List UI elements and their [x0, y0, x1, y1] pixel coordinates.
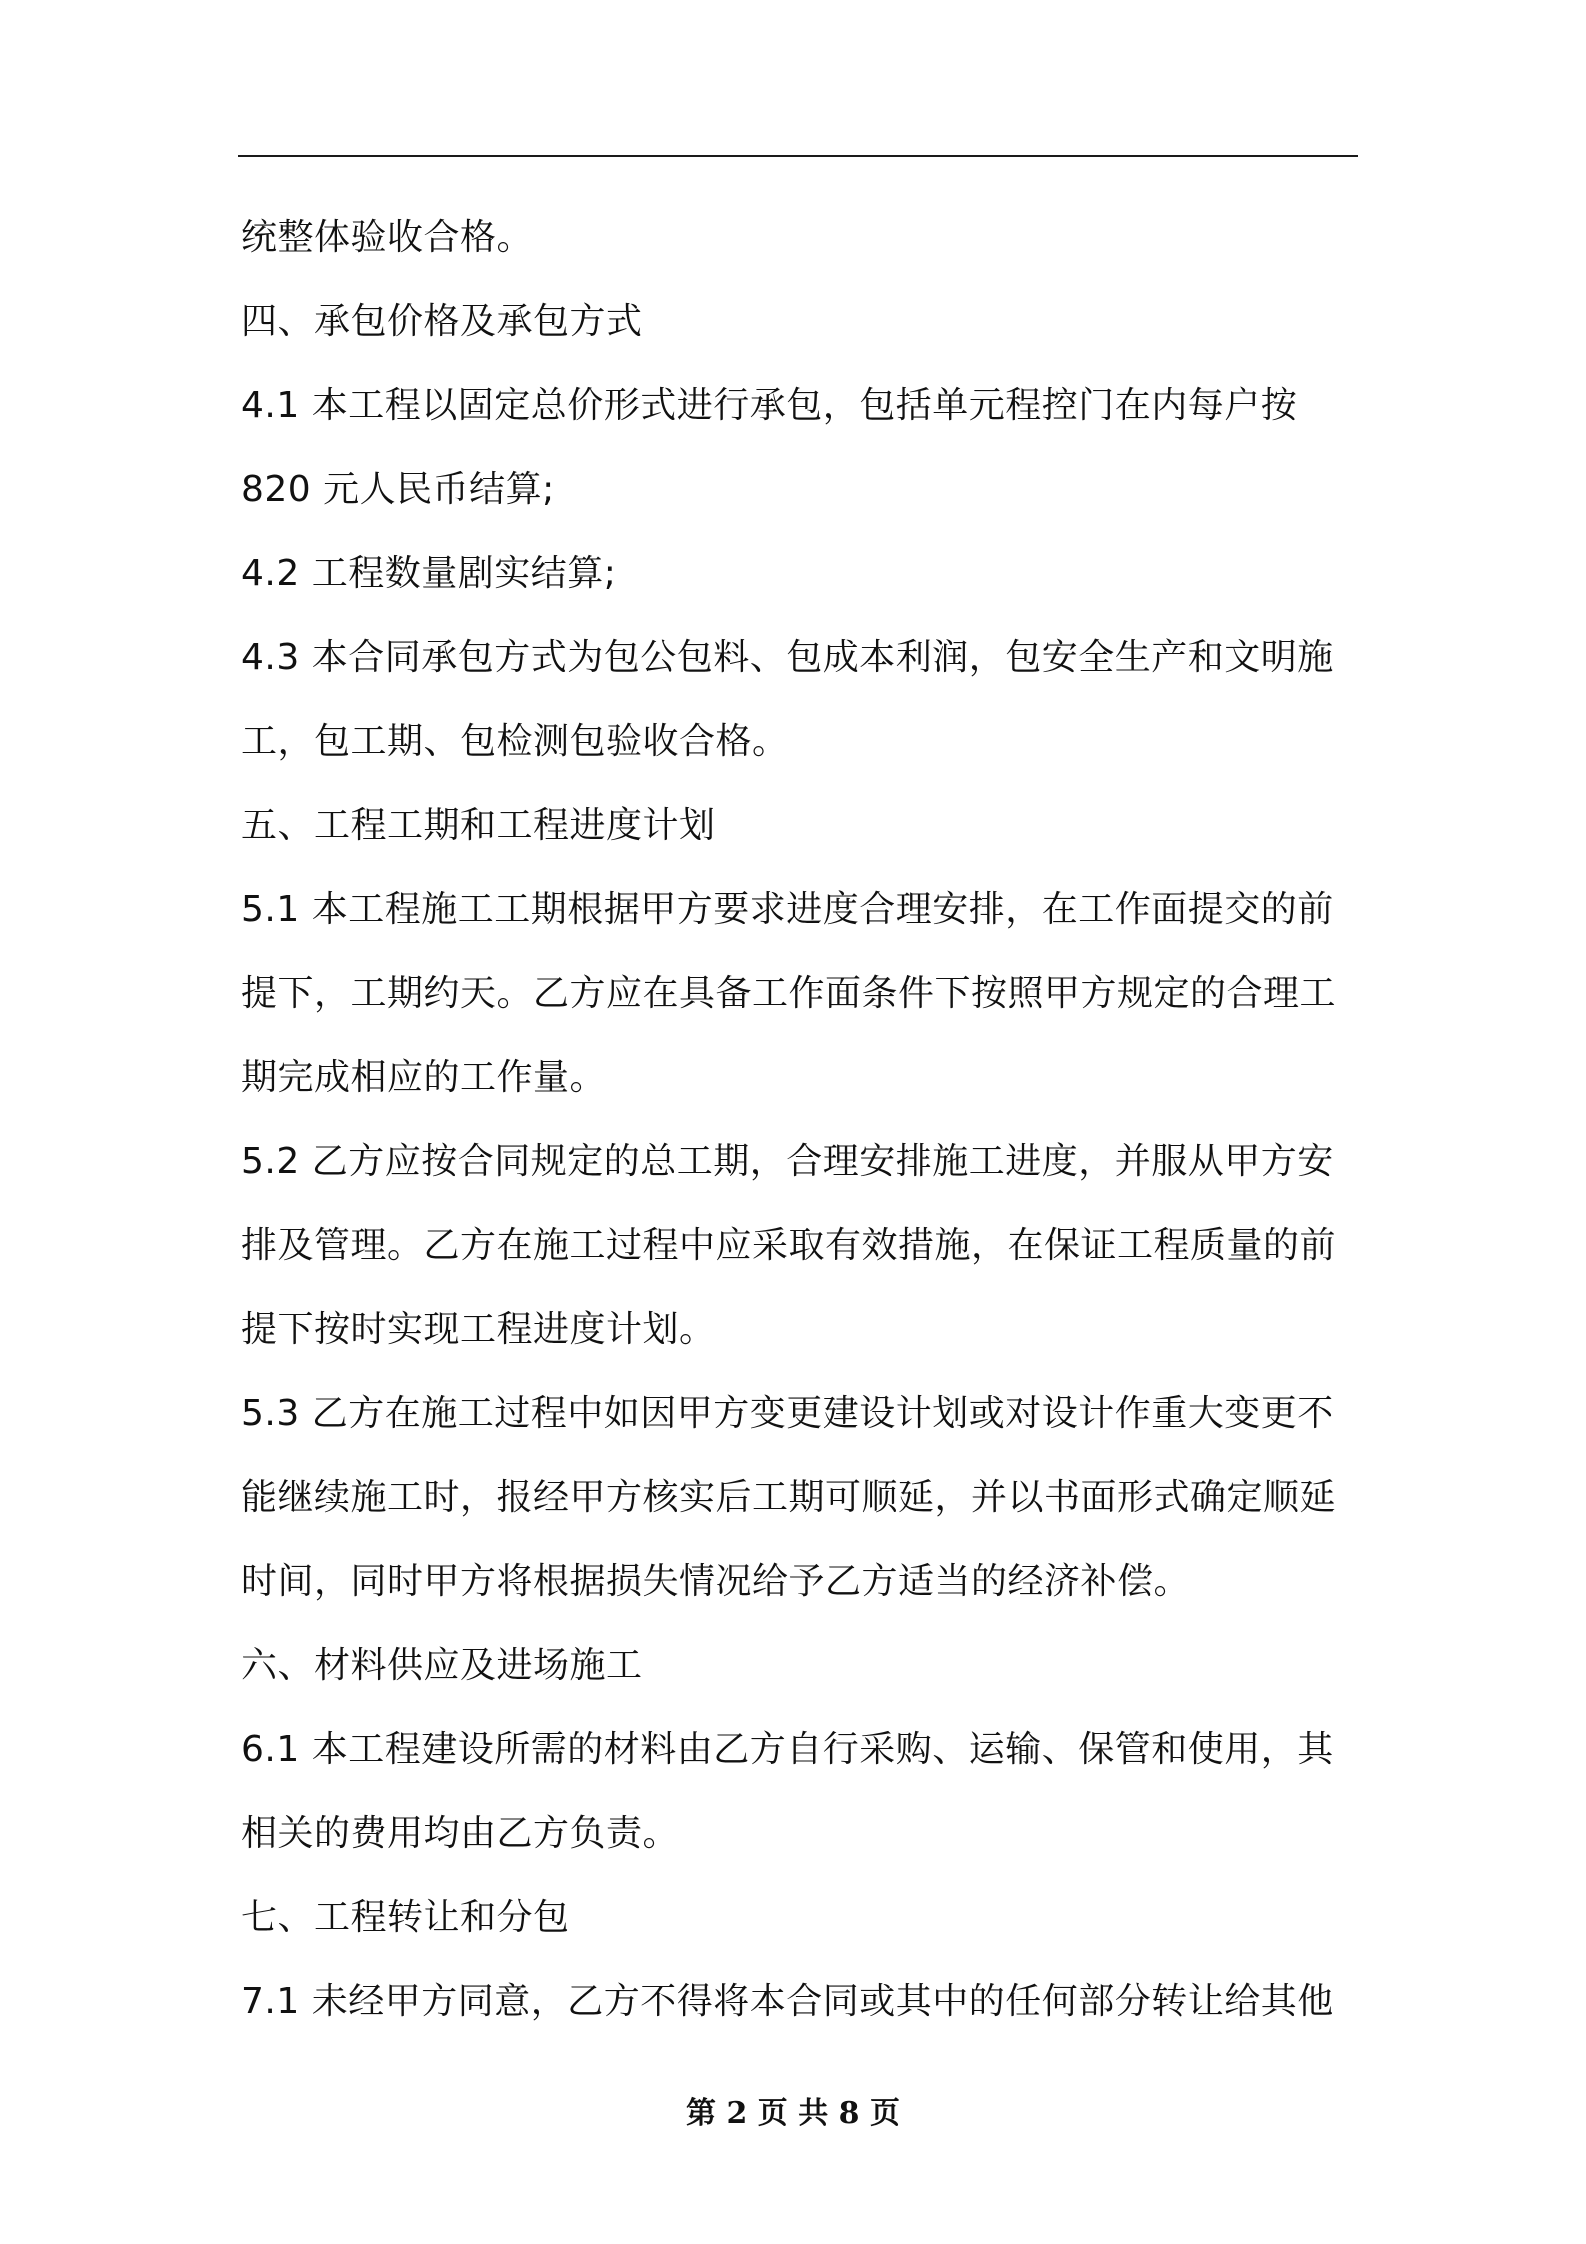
section-heading-5: 五、工程工期和工程进度计划 — [241, 805, 716, 846]
paragraph-line: 7.1 未经甲方同意，乙方不得将本合同或其中的任何部分转让给其他 — [241, 1981, 1334, 2022]
header-rule — [238, 155, 1358, 157]
paragraph-line: 5.2 乙方应按合同规定的总工期，合理安排施工进度，并服从甲方安 — [241, 1141, 1334, 1182]
paragraph-line: 相关的费用均由乙方负责。 — [241, 1813, 680, 1854]
paragraph-line: 期完成相应的工作量。 — [241, 1057, 607, 1098]
section-heading-7: 七、工程转让和分包 — [241, 1897, 570, 1938]
paragraph-line: 时间，同时甲方将根据损失情况给予乙方适当的经济补偿。 — [241, 1561, 1191, 1602]
paragraph-line: 4.1 本工程以固定总价形式进行承包，包括单元程控门在内每户按 — [241, 385, 1298, 426]
paragraph-line: 5.1 本工程施工工期根据甲方要求进度合理安排，在工作面提交的前 — [241, 889, 1334, 930]
paragraph-line: 能继续施工时，报经甲方核实后工期可顺延，并以书面形式确定顺延 — [241, 1477, 1337, 1518]
paragraph-line: 统整体验收合格。 — [241, 217, 534, 258]
paragraph-line: 4.3 本合同承包方式为包公包料、包成本利润，包安全生产和文明施 — [241, 637, 1334, 678]
paragraph-line: 排及管理。乙方在施工过程中应采取有效措施，在保证工程质量的前 — [241, 1225, 1337, 1266]
paragraph-line: 5.3 乙方在施工过程中如因甲方变更建设计划或对设计作重大变更不 — [241, 1393, 1334, 1434]
paragraph-line: 提下按时实现工程进度计划。 — [241, 1309, 716, 1350]
paragraph-line: 工，包工期、包检测包验收合格。 — [241, 721, 789, 762]
paragraph-line: 820 元人民币结算; — [241, 469, 555, 510]
section-heading-4: 四、承包价格及承包方式 — [241, 301, 643, 342]
document-body — [241, 196, 1361, 2044]
page-number-label: 第 2 页 共 8 页 — [686, 2096, 900, 2131]
paragraph-line: 提下，工期约天。乙方应在具备工作面条件下按照甲方规定的合理工 — [241, 973, 1337, 1014]
paragraph-line: 4.2 工程数量剧实结算; — [241, 553, 617, 594]
section-heading-6: 六、材料供应及进场施工 — [241, 1645, 643, 1686]
paragraph-line: 6.1 本工程建设所需的材料由乙方自行采购、运输、保管和使用，其 — [241, 1729, 1334, 1770]
page-number-footer — [0, 2094, 1586, 2134]
